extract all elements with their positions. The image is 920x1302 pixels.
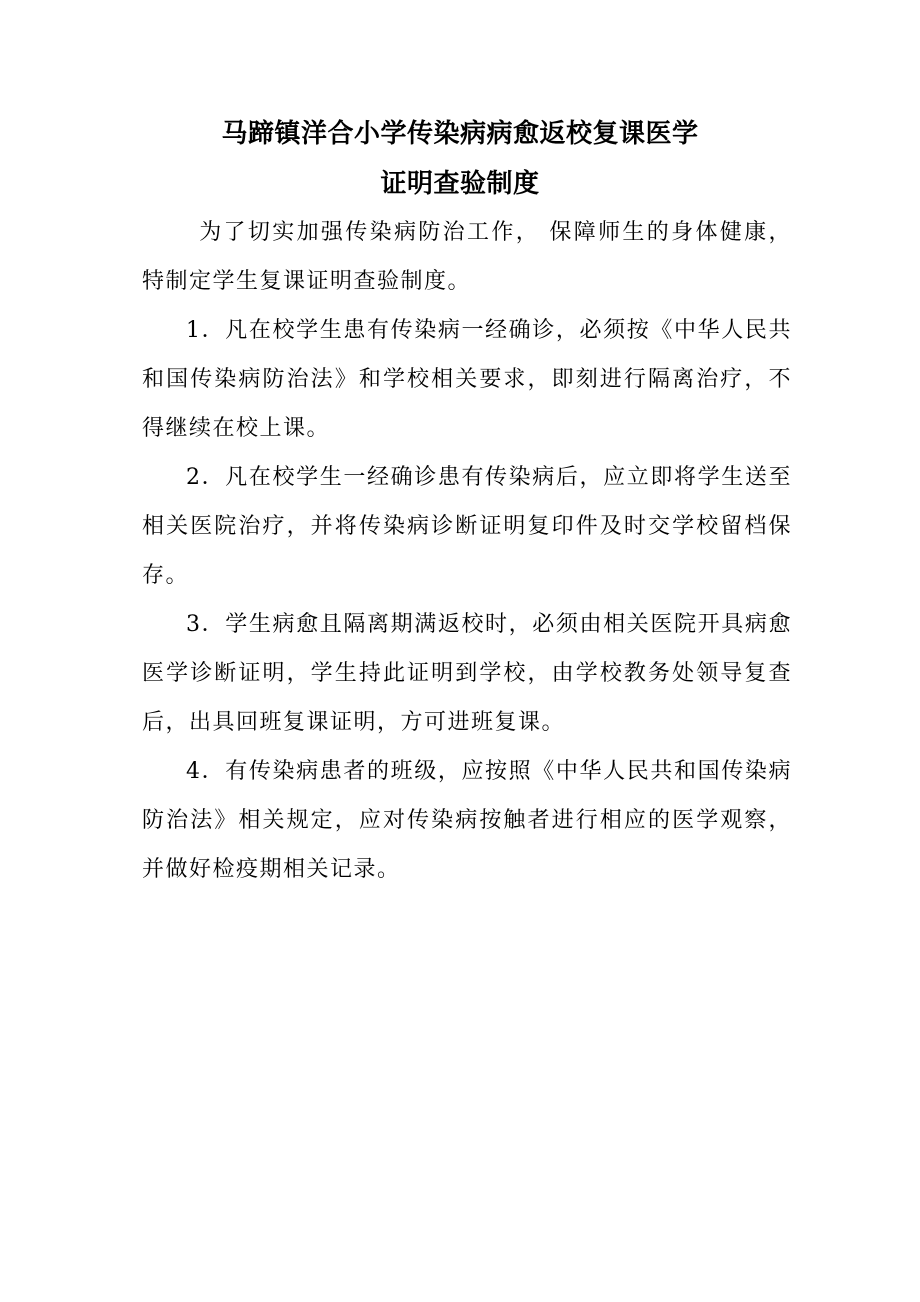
- rule-item-4: 4．有传染病患者的班级，应按照《中华人民共和国传染病防治法》相关规定，应对传染病按触者进行相应的医学观察，并做好检疫期相关记录。: [142, 759, 792, 882]
- rule-item-1: 1．凡在校学生患有传染病一经确诊，必须按《中华人民共和国传染病防治法》和学校相关要求，即刻进行隔离治疗，不得继续在校上课。: [142, 318, 792, 441]
- document-title-line-2: 证明查验制度: [380, 169, 540, 199]
- document-body: [142, 208, 792, 894]
- rule-item-2: 2．凡在校学生一经确诊患有传染病后，应立即将学生送至相关医院治疗，并将传染病诊断证明复印件及时交学校留档保存。: [142, 465, 792, 588]
- rule-item-3: 3．学生病愈且隔离期满返校时，必须由相关医院开具病愈医学诊断证明，学生持此证明到学校，由学校教务处领导复查后，出具回班复课证明，方可进班复课。: [142, 612, 792, 735]
- intro-paragraph: 为了切实加强传染病防治工作， 保障师生的身体健康，特制定学生复课证明查验制度。: [142, 220, 792, 294]
- document-title-line-1: 马蹄镇洋合小学传染病病愈返校复课医学: [221, 119, 699, 149]
